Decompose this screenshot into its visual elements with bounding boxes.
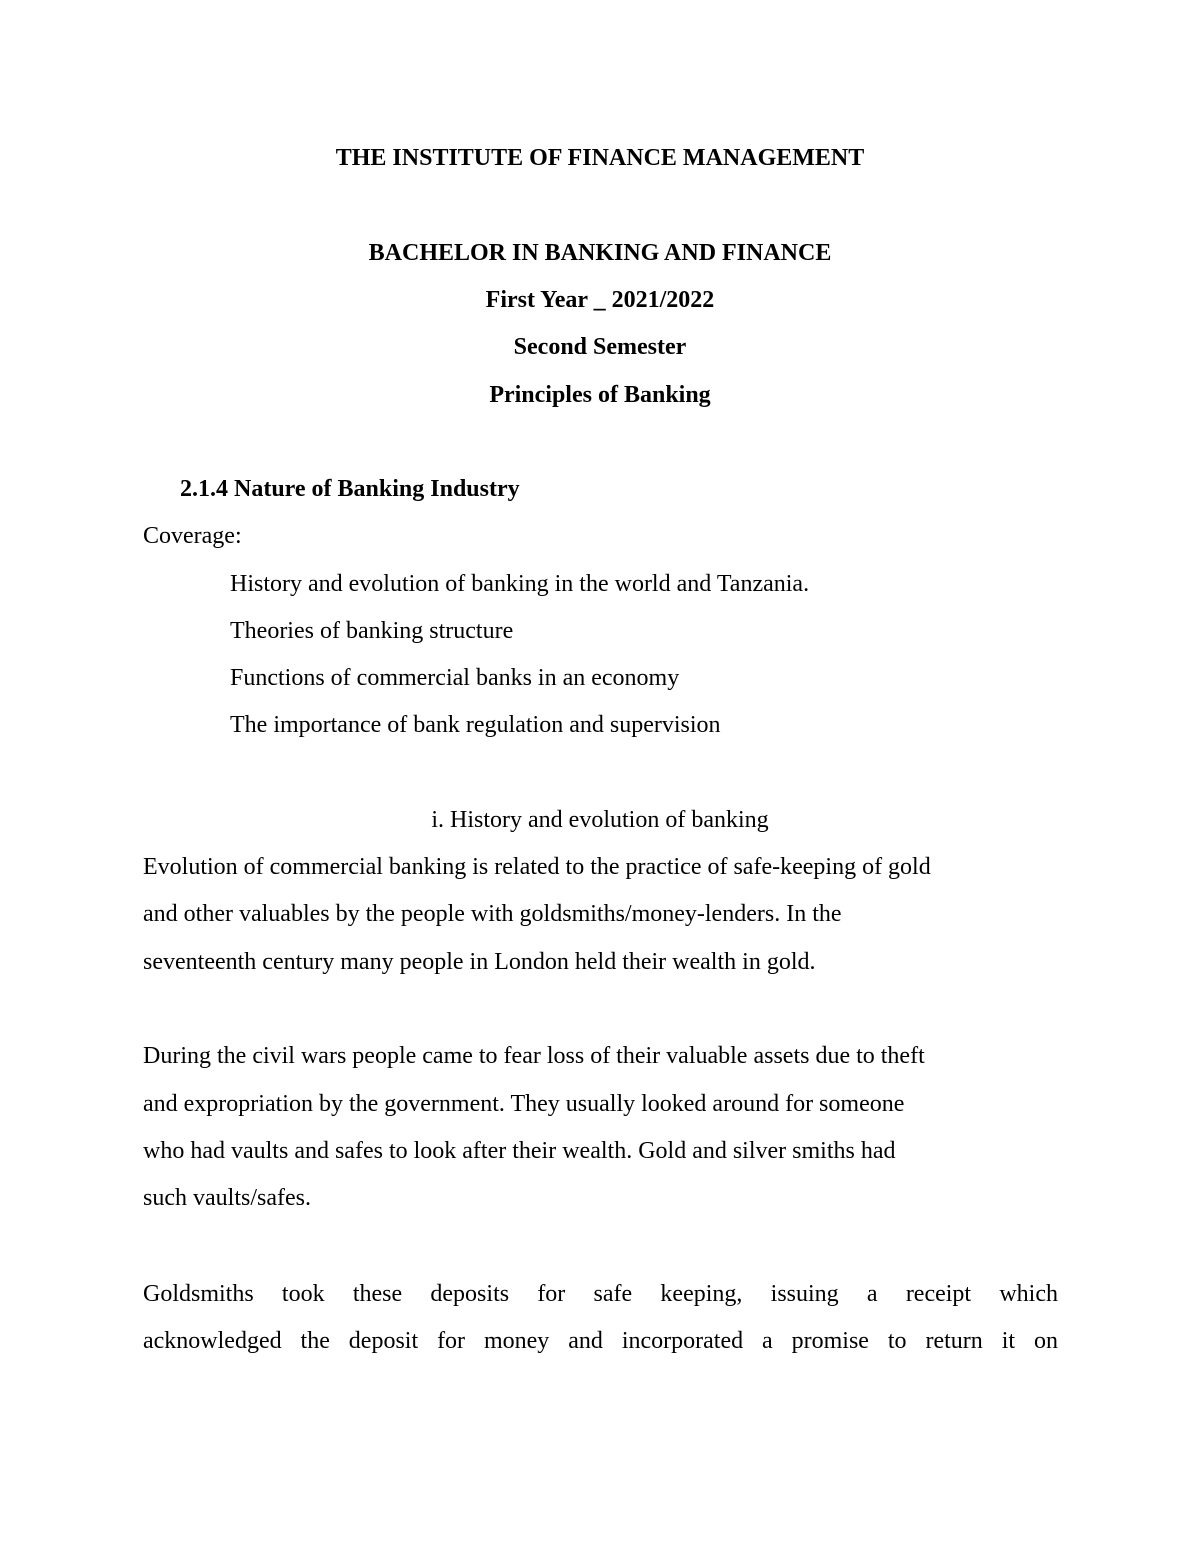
coverage-label: Coverage:: [143, 523, 242, 549]
coverage-item: Theories of banking structure: [230, 618, 514, 644]
academic-year: First Year _ 2021/2022: [485, 287, 715, 313]
institute-title: THE INSTITUTE OF FINANCE MANAGEMENT: [335, 145, 865, 171]
paragraph-line: and expropriation by the government. They usually looked around for someone: [143, 1091, 905, 1117]
subsection-heading: i. History and evolution of banking: [431, 807, 769, 833]
course-title: Principles of Banking: [489, 382, 711, 408]
paragraph-line: who had vaults and safes to look after their wealth. Gold and silver smiths had: [143, 1138, 896, 1164]
paragraph-line: and other valuables by the people with goldsmiths/money-lenders. In the: [143, 901, 842, 927]
paragraph-line: During the civil wars people came to fear loss of their valuable assets due to theft: [143, 1043, 925, 1069]
paragraph-line: acknowledged the deposit for money and incorporated a promise to return it on: [143, 1328, 1058, 1354]
coverage-item: The importance of bank regulation and supervision: [230, 712, 721, 738]
coverage-item: History and evolution of banking in the world and Tanzania.: [230, 571, 810, 597]
semester: Second Semester: [513, 334, 687, 360]
paragraph-line: such vaults/safes.: [143, 1185, 311, 1211]
paragraph-line: Goldsmiths took these deposits for safe keeping, issuing a receipt which: [143, 1281, 1058, 1307]
paragraph-line: Evolution of commercial banking is related to the practice of safe-keeping of gold: [143, 854, 931, 880]
paragraph-line: seventeenth century many people in London held their wealth in gold.: [143, 949, 816, 975]
section-heading: 2.1.4 Nature of Banking Industry: [180, 476, 520, 502]
programme-title: BACHELOR IN BANKING AND FINANCE: [368, 240, 832, 266]
coverage-item: Functions of commercial banks in an economy: [230, 665, 680, 691]
